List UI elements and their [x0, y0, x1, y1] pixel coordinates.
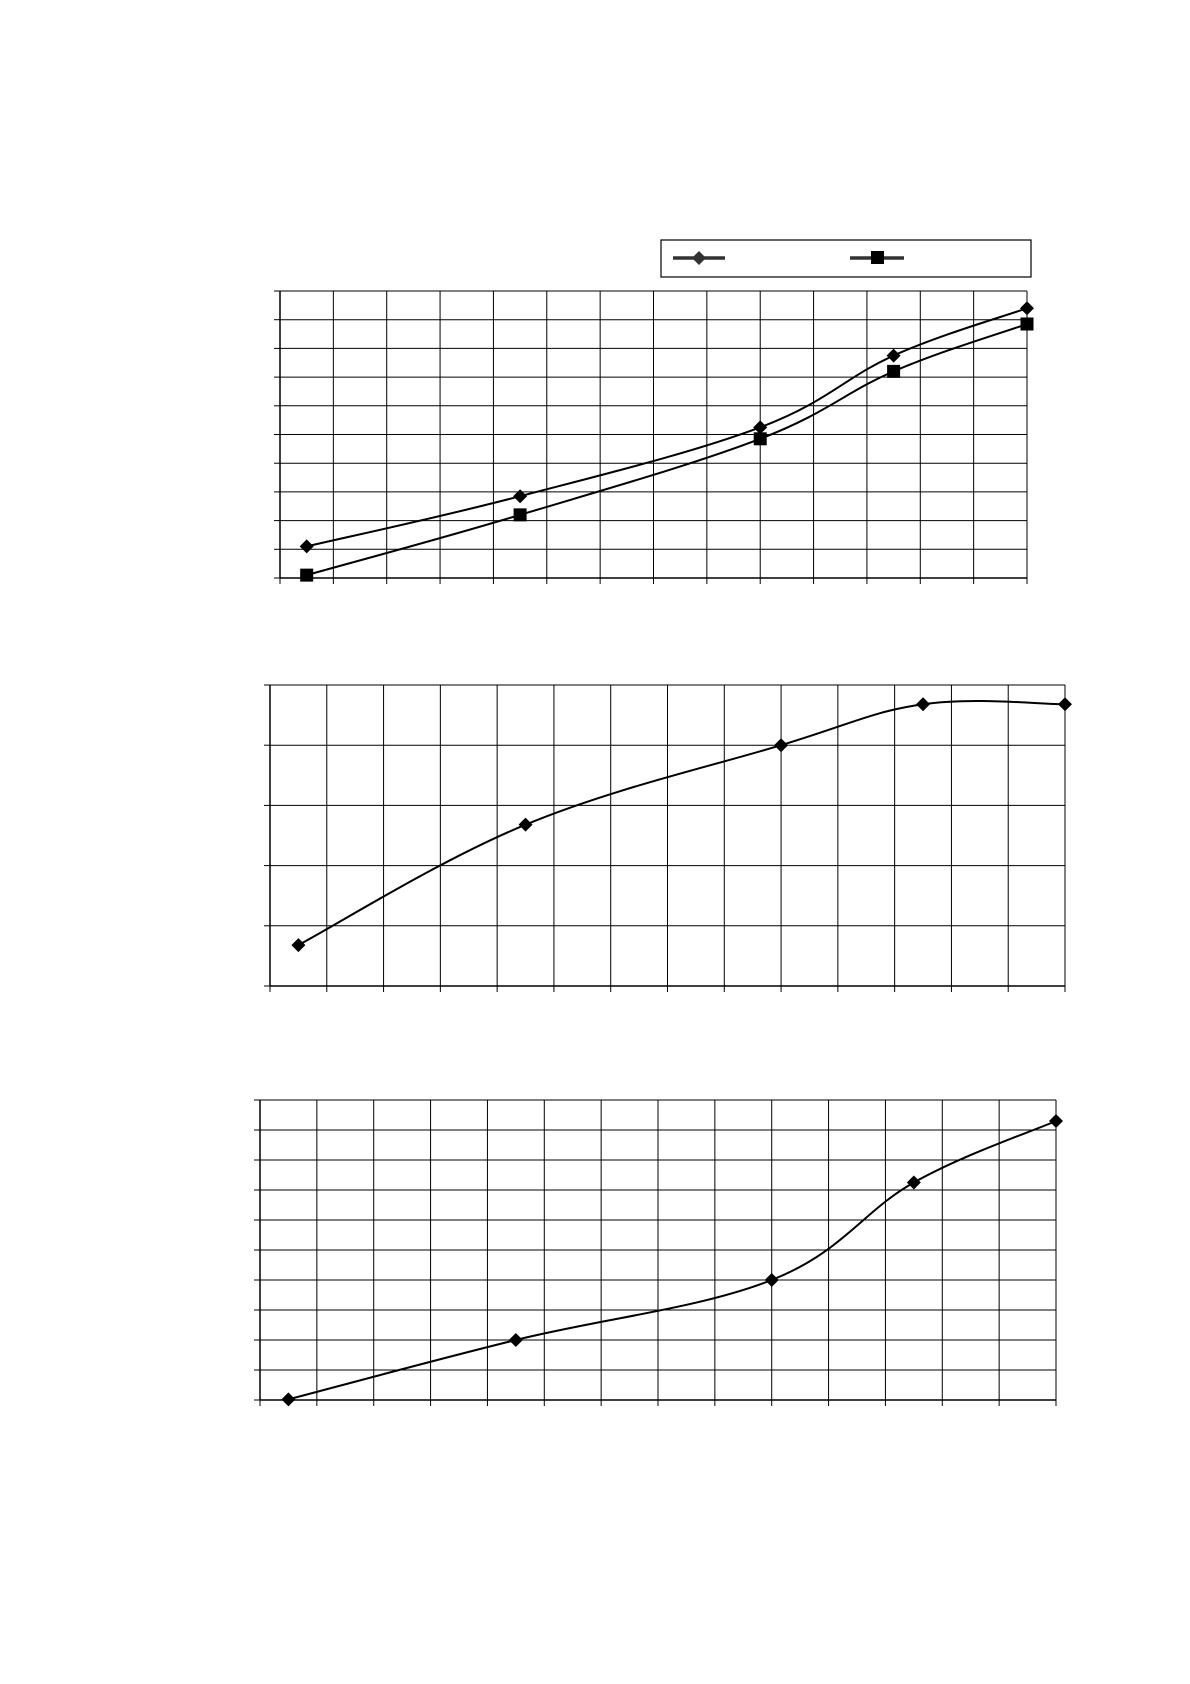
data-point	[1020, 301, 1034, 315]
data-point	[281, 1392, 295, 1406]
legend	[661, 240, 1031, 277]
data-point	[300, 569, 313, 582]
gridlines	[280, 291, 1027, 578]
series-1-line	[298, 701, 1065, 945]
data-point	[1049, 1114, 1063, 1128]
data-point	[765, 1273, 779, 1287]
chart-2	[264, 685, 1072, 992]
data-point	[774, 738, 788, 752]
data-point	[887, 365, 900, 378]
data-point	[1058, 697, 1072, 711]
chart-1	[274, 291, 1034, 584]
data-point	[513, 489, 527, 503]
series-1-line	[288, 1121, 1056, 1399]
data-point	[509, 1333, 523, 1347]
data-point	[300, 539, 314, 553]
series-2-line	[307, 324, 1027, 575]
data-point	[519, 818, 533, 832]
data-point	[887, 349, 901, 363]
series-1-line	[307, 308, 1027, 546]
chart-3	[254, 1100, 1063, 1406]
data-point	[753, 420, 767, 434]
gridlines	[260, 1100, 1056, 1400]
gridlines	[270, 685, 1065, 986]
data-point	[907, 1176, 921, 1190]
data-point	[1021, 318, 1034, 331]
legend-series-2-marker	[871, 251, 884, 264]
data-point	[754, 432, 767, 445]
data-point	[291, 938, 305, 952]
data-point	[514, 508, 527, 521]
data-point	[916, 697, 930, 711]
